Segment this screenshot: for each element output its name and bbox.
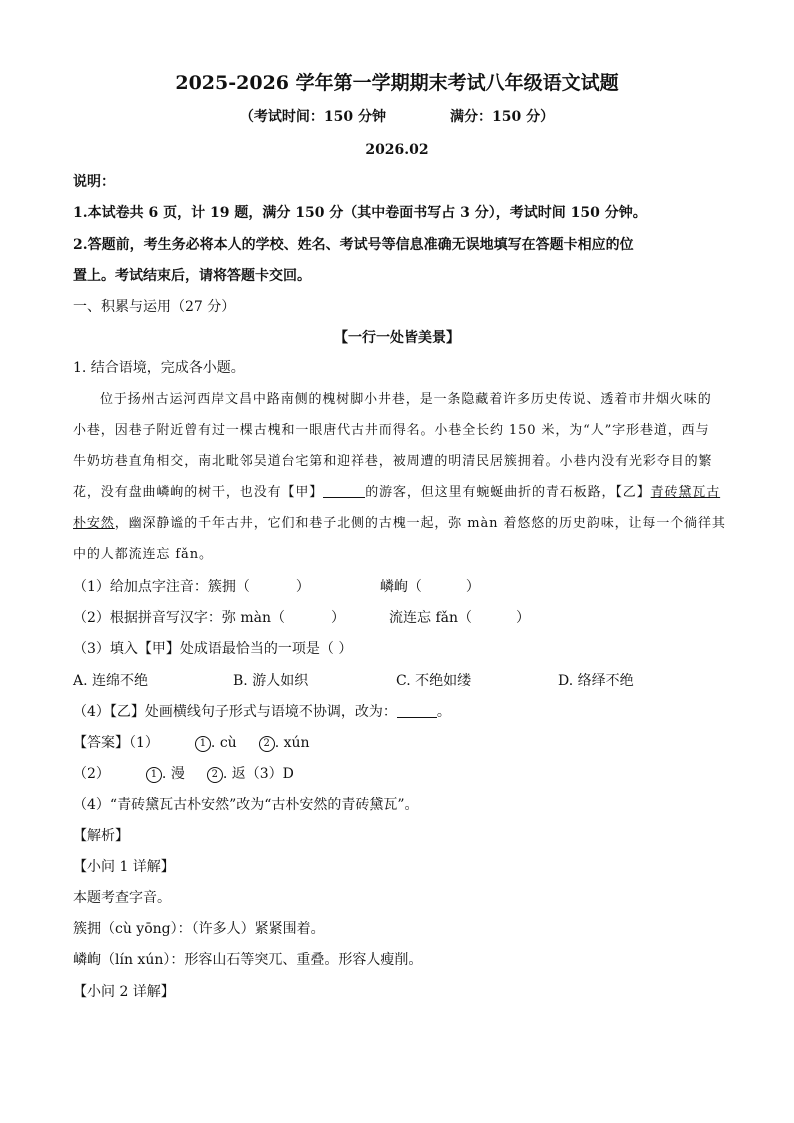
section-heading: 一、积累与运用（27 分） xyxy=(73,299,236,315)
analysis-word-linxun: 嶙峋（lín xún）：形容山石等突兀、重叠。形容人瘦削。 xyxy=(73,952,423,968)
answer-row-4: （4）“青砖黛瓦古朴安然”改为“古朴安然的青砖黛瓦”。 xyxy=(73,797,419,813)
sub-question-2 xyxy=(73,608,530,628)
option-a[interactable]: A. 连绵不绝 xyxy=(73,673,149,689)
option-b[interactable]: B. 游人如织 xyxy=(233,673,309,689)
passage-line-4-part-b: 的游客，但这里有蜿蜒曲折的青石板路，【乙】 xyxy=(365,485,651,500)
paren-close-2: ） xyxy=(516,610,530,626)
analysis-sub-1-intro: 本题考查字音。 xyxy=(73,890,171,906)
passage-line-6: 中的人都流连忘 fǎn。 xyxy=(73,547,213,562)
circled-number-2: 2 xyxy=(207,767,223,783)
answer-2-prefix: （2） xyxy=(73,766,110,782)
passage-line-4-part-a: 花，没有盘曲嶙峋的树干，也没有【甲】 xyxy=(73,485,324,500)
paren-close-2: ） xyxy=(465,579,480,595)
sub-question-1-word-2: 嶙峋（ xyxy=(379,579,422,595)
passage-line-5-part-b: ，幽深静谧的千年古井，它们和巷子北侧的古槐一起，弥 màn 着悠悠的历史韵味，让每一个徜徉其 xyxy=(114,516,726,531)
sub-question-4-text: （4）【乙】处画横线句子形式与语境不协调，改为： xyxy=(73,704,397,720)
exam-date: 2026.02 xyxy=(365,142,429,158)
paren-close: ） xyxy=(331,610,345,626)
instruction-item-1: 1.本试卷共 6 页，计 19 题，满分 150 分（其中卷面书写占 3 分），考试时间 150 分钟。 xyxy=(73,205,647,221)
sub-question-4-end: 。 xyxy=(436,704,451,720)
answer-label: 【答案】 xyxy=(73,735,129,751)
answer-1-prefix: （1） xyxy=(129,735,159,751)
paren-close: ） xyxy=(295,579,310,595)
exam-score: 满分：150 分） xyxy=(450,109,555,125)
analysis-sub-2-label: 【小问 2 详解】 xyxy=(73,984,175,1000)
underlined-sentence-part-2: 朴安然 xyxy=(73,516,115,531)
sub-question-2-word-2: 流连忘 fǎn（ xyxy=(389,610,472,626)
analysis-word-cuyong: 簇拥（cù yōng）：（许多人）紧紧围着。 xyxy=(73,921,325,937)
section-theme: 【一行一处皆美景】 xyxy=(334,330,460,346)
answer-1-1: . cù xyxy=(210,735,237,751)
passage-line-5 xyxy=(73,514,726,534)
passage-line-2: 小巷，因巷子附近曾有过一棵古槐和一眼唐代古井而得名。小巷全长约 150 米，为“人”字形巷道，西与 xyxy=(73,423,710,438)
answer-row-2 xyxy=(73,764,294,784)
circled-number-1: 1 xyxy=(146,767,162,783)
passage-line-1: 位于扬州古运河西岸文昌中路南侧的槐树脚小井巷，是一条隐藏着许多历史传说、透着市井烟火味的 xyxy=(100,392,712,407)
sub-question-2-text: （2）根据拼音写汉字：弥 màn（ xyxy=(73,610,285,626)
option-c[interactable]: C. 不绝如缕 xyxy=(396,673,472,689)
answer-1-2: . xún xyxy=(274,735,310,751)
answer-2-1: . 漫 xyxy=(161,766,185,782)
blank-jia[interactable] xyxy=(323,483,365,498)
circled-number-2: 2 xyxy=(259,736,275,752)
circled-number-1: 1 xyxy=(195,736,211,752)
sub-question-1-text: （1）给加点字注音：簇拥（ xyxy=(73,579,250,595)
passage-line-3: 牛奶坊巷直角相交，南北毗邻吴道台宅第和迎祥巷，被周遭的明清民居簇拥着。小巷内没有光彩夺目的繁 xyxy=(73,454,713,469)
underlined-sentence-part-1: 青砖黛瓦古 xyxy=(650,485,721,500)
answer-2-2: . 返（3）D xyxy=(222,766,294,782)
sub-question-4 xyxy=(73,702,451,722)
answer-row-1 xyxy=(73,733,310,753)
analysis-label: 【解析】 xyxy=(73,828,129,844)
analysis-sub-1-label: 【小问 1 详解】 xyxy=(73,859,175,875)
sub-question-1 xyxy=(73,577,480,597)
instruction-item-2-line-1: 2.答题前，考生务必将本人的学校、姓名、考试号等信息准确无误地填写在答题卡相应的位 xyxy=(73,237,634,253)
instructions-heading: 说明： xyxy=(73,174,115,190)
instruction-item-2-line-2: 置上。考试结束后，请将答题卡交回。 xyxy=(73,268,311,284)
question-1-prompt: 1. 结合语境，完成各小题。 xyxy=(73,360,245,376)
exam-subtitle xyxy=(0,107,794,127)
answer-blank-yi[interactable] xyxy=(397,703,437,718)
passage-line-4 xyxy=(73,483,720,503)
exam-title: 2025-2026 学年第一学期期末考试八年级语文试题 xyxy=(175,72,619,94)
exam-time: （考试时间：150 分钟 xyxy=(239,109,386,125)
option-d[interactable]: D. 络绎不绝 xyxy=(558,673,634,689)
sub-question-3: （3）填入【甲】处成语最恰当的一项是（ ） xyxy=(73,641,353,657)
